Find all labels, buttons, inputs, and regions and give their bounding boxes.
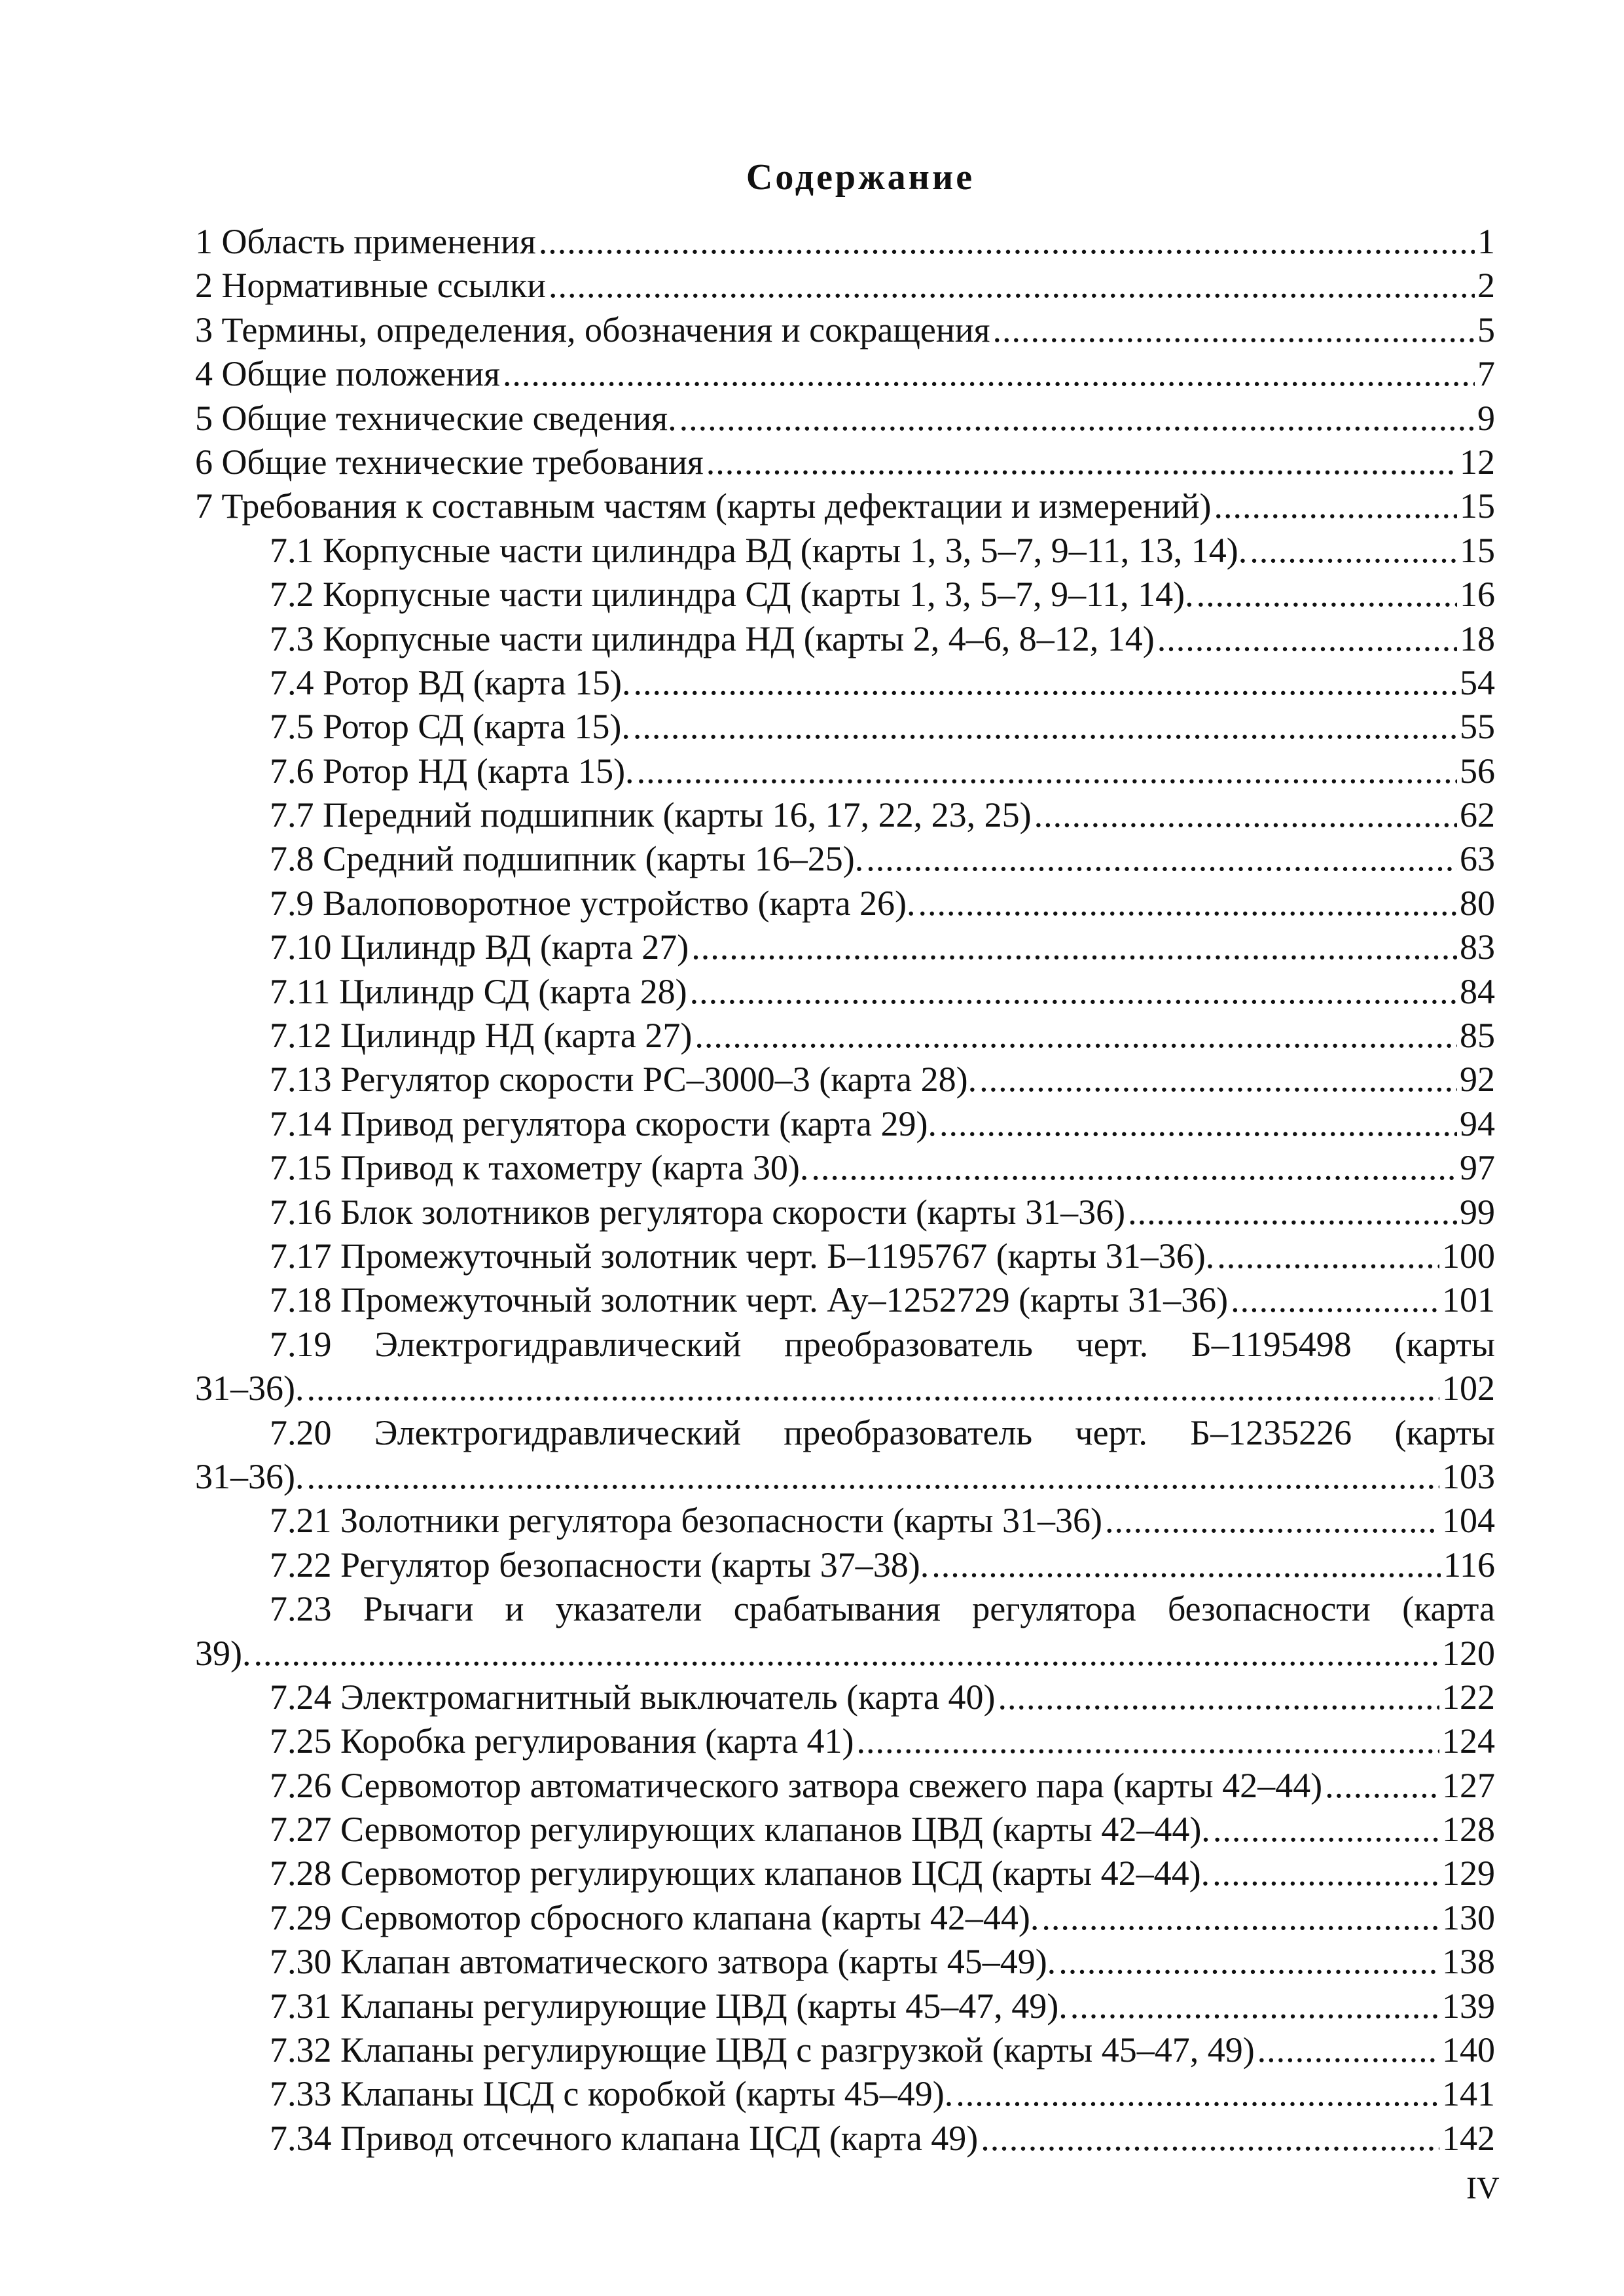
toc-entry[interactable]	[195, 1455, 1495, 1499]
leader-dots	[1105, 1499, 1439, 1543]
toc-entry-page: 84	[1460, 971, 1495, 1011]
toc-entry-title: 7.18 Промежуточный золотник черт. Ау–1252729 (карты 31–36)	[270, 1280, 1229, 1320]
leader-dots	[1197, 573, 1457, 617]
toc-entry-title: 7.9 Валоповоротное устройство (карта 26).	[270, 883, 916, 923]
toc-entry-page: 85	[1460, 1016, 1495, 1056]
toc-entry-title: 7.28 Сервомотор регулирующих клапанов ЦСД (карты 42–44).	[270, 1854, 1210, 1893]
toc-entry-page: 83	[1460, 927, 1495, 967]
toc-entry-title: 7.7 Передний подшипник (карты 16, 17, 22, 23, 25)	[270, 795, 1032, 835]
toc-entry[interactable]	[195, 1764, 1495, 1808]
toc-entry-title: 39).	[195, 1633, 251, 1673]
leader-dots	[998, 1676, 1439, 1719]
toc-entry[interactable]	[195, 1543, 1495, 1587]
leader-dots	[549, 264, 1475, 308]
toc-entry-page: 15	[1460, 486, 1495, 526]
toc-entry-title: 6 Общие технические требования	[195, 442, 704, 482]
toc-entry-title: 4 Общие положения	[195, 354, 500, 394]
toc-entry[interactable]	[195, 705, 1495, 749]
toc-entry-page: 129	[1442, 1854, 1495, 1893]
toc-entry-title: 7.27 Сервомотор регулирующих клапанов ЦВД (карты 42–44).	[270, 1810, 1210, 1850]
toc-entry[interactable]	[195, 1984, 1495, 2028]
toc-entry[interactable]	[195, 1278, 1495, 1322]
table-of-contents	[195, 220, 1495, 2161]
toc-entry-title: 7.34 Привод отсечного клапана ЦСД (карта 49)	[270, 2118, 979, 2158]
toc-entry[interactable]	[195, 837, 1495, 881]
toc-entry-title: 7.1 Корпусные части цилиндра ВД (карты 1, 3, 5–7, 9–11, 13, 14).	[270, 530, 1248, 570]
toc-entry-page: 1	[1477, 222, 1495, 261]
toc-entry-title: 3 Термины, определения, обозначения и сокращения	[195, 310, 990, 350]
toc-entry-page: 94	[1460, 1103, 1495, 1143]
toc-entry[interactable]	[195, 1808, 1495, 1852]
toc-entry-page: 7	[1477, 354, 1495, 394]
toc-entry[interactable]	[195, 1191, 1495, 1234]
leader-dots	[981, 2117, 1439, 2161]
toc-entry-page: 140	[1442, 2030, 1495, 2070]
toc-entry[interactable]	[195, 1940, 1495, 1984]
toc-entry-page: 141	[1442, 2074, 1495, 2114]
toc-entry-page: 120	[1442, 1633, 1495, 1673]
leader-dots	[634, 661, 1457, 705]
leader-dots	[1041, 1896, 1439, 1940]
toc-entry-title: 7.25 Коробка регулирования (карта 41)	[270, 1721, 854, 1761]
leader-dots	[1034, 793, 1457, 837]
toc-entry-title: 7.29 Сервомотор сбросного клапана (карты 42–44).	[270, 1897, 1039, 1937]
toc-entry-page: 130	[1442, 1897, 1495, 1937]
toc-entry-title: 7.22 Регулятор безопасности (карты 37–38).	[270, 1545, 929, 1585]
toc-entry-title: 7.21 Золотники регулятора безопасности (карты 31–36)	[270, 1501, 1102, 1541]
toc-entry-page: 55	[1460, 707, 1495, 747]
toc-entry[interactable]	[195, 1367, 1495, 1410]
toc-entry-title: 31–36).	[195, 1369, 304, 1408]
toc-entry[interactable]	[195, 440, 1495, 484]
toc-entry[interactable]	[195, 352, 1495, 396]
leader-dots	[1128, 1191, 1457, 1234]
toc-entry-title: 7.11 Цилиндр СД (карта 28)	[270, 971, 687, 1011]
toc-entry-title: 7.26 Сервомотор автоматического затвора свежего пара (карты 42–44)	[270, 1765, 1323, 1805]
toc-entry-page: 54	[1460, 662, 1495, 702]
leader-dots	[1070, 1984, 1439, 2028]
toc-entry[interactable]	[195, 1014, 1495, 1058]
toc-entry-title: 7.13 Регулятор скорости РС–3000–3 (карта 28).	[270, 1060, 977, 1100]
leader-dots	[706, 440, 1457, 484]
toc-entry-page: 104	[1442, 1501, 1495, 1541]
toc-entry-page: 116	[1443, 1545, 1495, 1585]
toc-entry[interactable]	[195, 1852, 1495, 1895]
toc-entry-title: 7.10 Цилиндр ВД (карта 27)	[270, 927, 689, 967]
toc-entry-page: 138	[1442, 1942, 1495, 1982]
leader-dots	[979, 1058, 1457, 1102]
toc-entry[interactable]	[195, 484, 1495, 528]
leader-dots	[1213, 1808, 1439, 1852]
toc-entry-title: 7.2 Корпусные части цилиндра СД (карты 1, 3, 5–7, 9–11, 14).	[270, 575, 1194, 615]
toc-entry-page: 62	[1460, 795, 1495, 835]
toc-entry-title: 7.24 Электромагнитный выключатель (карта 40)	[270, 1677, 996, 1717]
toc-entry[interactable]	[195, 1719, 1495, 1763]
leader-dots	[539, 220, 1475, 264]
toc-entry-line: 7.23 Рычаги и указатели срабатывания регулятора безопасности (карта	[270, 1589, 1495, 1629]
page-title: Содержание	[746, 157, 975, 198]
toc-entry-title: 7.32 Клапаны регулирующие ЦВД с разгрузкой (карты 45–47, 49)	[270, 2030, 1255, 2070]
leader-dots	[1250, 529, 1457, 573]
toc-entry-title: 7.17 Промежуточный золотник черт. Б–1195767 (карты 31–36).	[270, 1236, 1215, 1276]
leader-dots	[503, 352, 1475, 396]
toc-entry-page: 124	[1442, 1721, 1495, 1761]
leader-dots	[1217, 1234, 1439, 1278]
toc-entry-title: 5 Общие технические сведения.	[195, 398, 677, 438]
toc-entry-page: 5	[1477, 310, 1495, 350]
leader-dots	[637, 749, 1457, 793]
leader-dots	[993, 308, 1475, 352]
toc-entry[interactable]	[195, 617, 1495, 661]
toc-entry-page: 15	[1460, 530, 1495, 570]
toc-entry[interactable]	[195, 1499, 1495, 1543]
toc-entry[interactable]	[195, 882, 1495, 925]
toc-entry[interactable]	[195, 970, 1495, 1014]
leader-dots	[939, 1102, 1457, 1146]
toc-entry-title: 7.4 Ротор ВД (карта 15).	[270, 662, 631, 702]
toc-entry[interactable]	[195, 1676, 1495, 1719]
toc-entry-page: 101	[1442, 1280, 1495, 1320]
toc-entry-page: 2	[1477, 266, 1495, 306]
leader-dots	[633, 705, 1457, 749]
leader-dots	[918, 882, 1457, 925]
toc-entry-title: 7.31 Клапаны регулирующие ЦВД (карты 45–47, 49).	[270, 1986, 1068, 2026]
leader-dots	[1212, 1852, 1439, 1895]
toc-entry-page: 139	[1442, 1986, 1495, 2026]
leader-dots	[1257, 2028, 1439, 2072]
toc-entry[interactable]	[195, 925, 1495, 969]
toc-entry-page: 92	[1460, 1060, 1495, 1100]
toc-entry-page: 18	[1460, 619, 1495, 658]
toc-entry-line: 7.19 Электрогидравлический преобразователь черт. Б–1195498 (карты	[270, 1324, 1495, 1364]
toc-entry-title: 7.12 Цилиндр НД (карта 27)	[270, 1016, 693, 1056]
leader-dots	[866, 837, 1457, 881]
toc-entry[interactable]	[195, 1102, 1495, 1146]
toc-entry-page: 103	[1442, 1456, 1495, 1496]
toc-entry[interactable]	[195, 749, 1495, 793]
toc-entry[interactable]	[195, 1058, 1495, 1102]
toc-entry-title: 7.14 Привод регулятора скорости (карта 29).	[270, 1103, 937, 1143]
toc-entry-page: 80	[1460, 883, 1495, 923]
toc-entry[interactable]	[195, 1632, 1495, 1676]
toc-entry-page: 100	[1442, 1236, 1495, 1276]
toc-entry-title: 7 Требования к составным частям (карты дефектации и измерений)	[195, 486, 1212, 526]
toc-entry[interactable]	[195, 2072, 1495, 2116]
toc-entry-title: 7.3 Корпусные части цилиндра НД (карты 2, 4–6, 8–12, 14)	[270, 619, 1155, 658]
toc-entry[interactable]	[195, 1146, 1495, 1190]
toc-entry-title: 1 Область применения	[195, 222, 536, 261]
toc-entry-title: 7.8 Средний подшипник (карты 16–25).	[270, 839, 864, 879]
toc-entry[interactable]	[195, 308, 1495, 352]
toc-entry-title: 7.5 Ротор СД (карта 15).	[270, 707, 630, 747]
toc-entry-title: 7.15 Привод к тахометру (карта 30).	[270, 1148, 809, 1188]
toc-entry-page: 9	[1477, 398, 1495, 438]
toc-entry[interactable]	[195, 573, 1495, 617]
toc-entry-page: 56	[1460, 751, 1495, 791]
toc-entry-title: 7.30 Клапан автоматического затвора (карты 45–49).	[270, 1942, 1056, 1982]
leader-dots	[811, 1146, 1457, 1190]
toc-entry-title: 31–36).	[195, 1456, 304, 1496]
leader-dots	[1214, 484, 1457, 528]
toc-entry-title: 7.33 Клапаны ЦСД с коробкой (карты 45–49).	[270, 2074, 954, 2114]
toc-entry-page: 102	[1442, 1369, 1495, 1408]
toc-entry-title: 7.6 Ротор НД (карта 15).	[270, 751, 634, 791]
toc-entry[interactable]	[195, 264, 1495, 308]
toc-entry[interactable]	[195, 2117, 1495, 2161]
leader-dots	[1231, 1278, 1439, 1322]
page-number: IV	[1466, 2171, 1500, 2206]
leader-dots	[1157, 617, 1457, 661]
toc-entry-title: 2 Нормативные ссылки	[195, 266, 546, 306]
leader-dots	[253, 1632, 1439, 1676]
toc-entry[interactable]	[195, 661, 1495, 705]
toc-entry-page: 128	[1442, 1810, 1495, 1850]
toc-entry-page: 127	[1442, 1765, 1495, 1805]
leader-dots	[691, 925, 1457, 969]
toc-entry-page: 99	[1460, 1192, 1495, 1232]
toc-entry-page: 16	[1460, 575, 1495, 615]
toc-entry-page: 122	[1442, 1677, 1495, 1717]
toc-entry[interactable]	[195, 220, 1495, 264]
leader-dots	[1058, 1940, 1439, 1984]
toc-entry[interactable]	[195, 1234, 1495, 1278]
toc-entry-line: 7.20 Электрогидравлический преобразователь черт. Б–1235226 (карты	[270, 1412, 1495, 1452]
leader-dots	[679, 397, 1475, 440]
toc-entry-page: 142	[1442, 2118, 1495, 2158]
leader-dots	[931, 1543, 1441, 1587]
toc-entry[interactable]	[195, 397, 1495, 440]
leader-dots	[956, 2072, 1439, 2116]
toc-entry[interactable]	[195, 2028, 1495, 2072]
toc-entry[interactable]	[195, 793, 1495, 837]
leader-dots	[306, 1455, 1439, 1499]
toc-entry-page: 63	[1460, 839, 1495, 879]
toc-entry[interactable]	[195, 529, 1495, 573]
leader-dots	[306, 1367, 1439, 1410]
toc-entry-title: 7.16 Блок золотников регулятора скорости (карты 31–36)	[270, 1192, 1126, 1232]
toc-entry-page: 12	[1460, 442, 1495, 482]
leader-dots	[695, 1014, 1457, 1058]
leader-dots	[857, 1719, 1439, 1763]
leader-dots	[1325, 1764, 1439, 1808]
toc-entry[interactable]	[195, 1896, 1495, 1940]
leader-dots	[690, 970, 1457, 1014]
toc-entry-page: 97	[1460, 1148, 1495, 1188]
